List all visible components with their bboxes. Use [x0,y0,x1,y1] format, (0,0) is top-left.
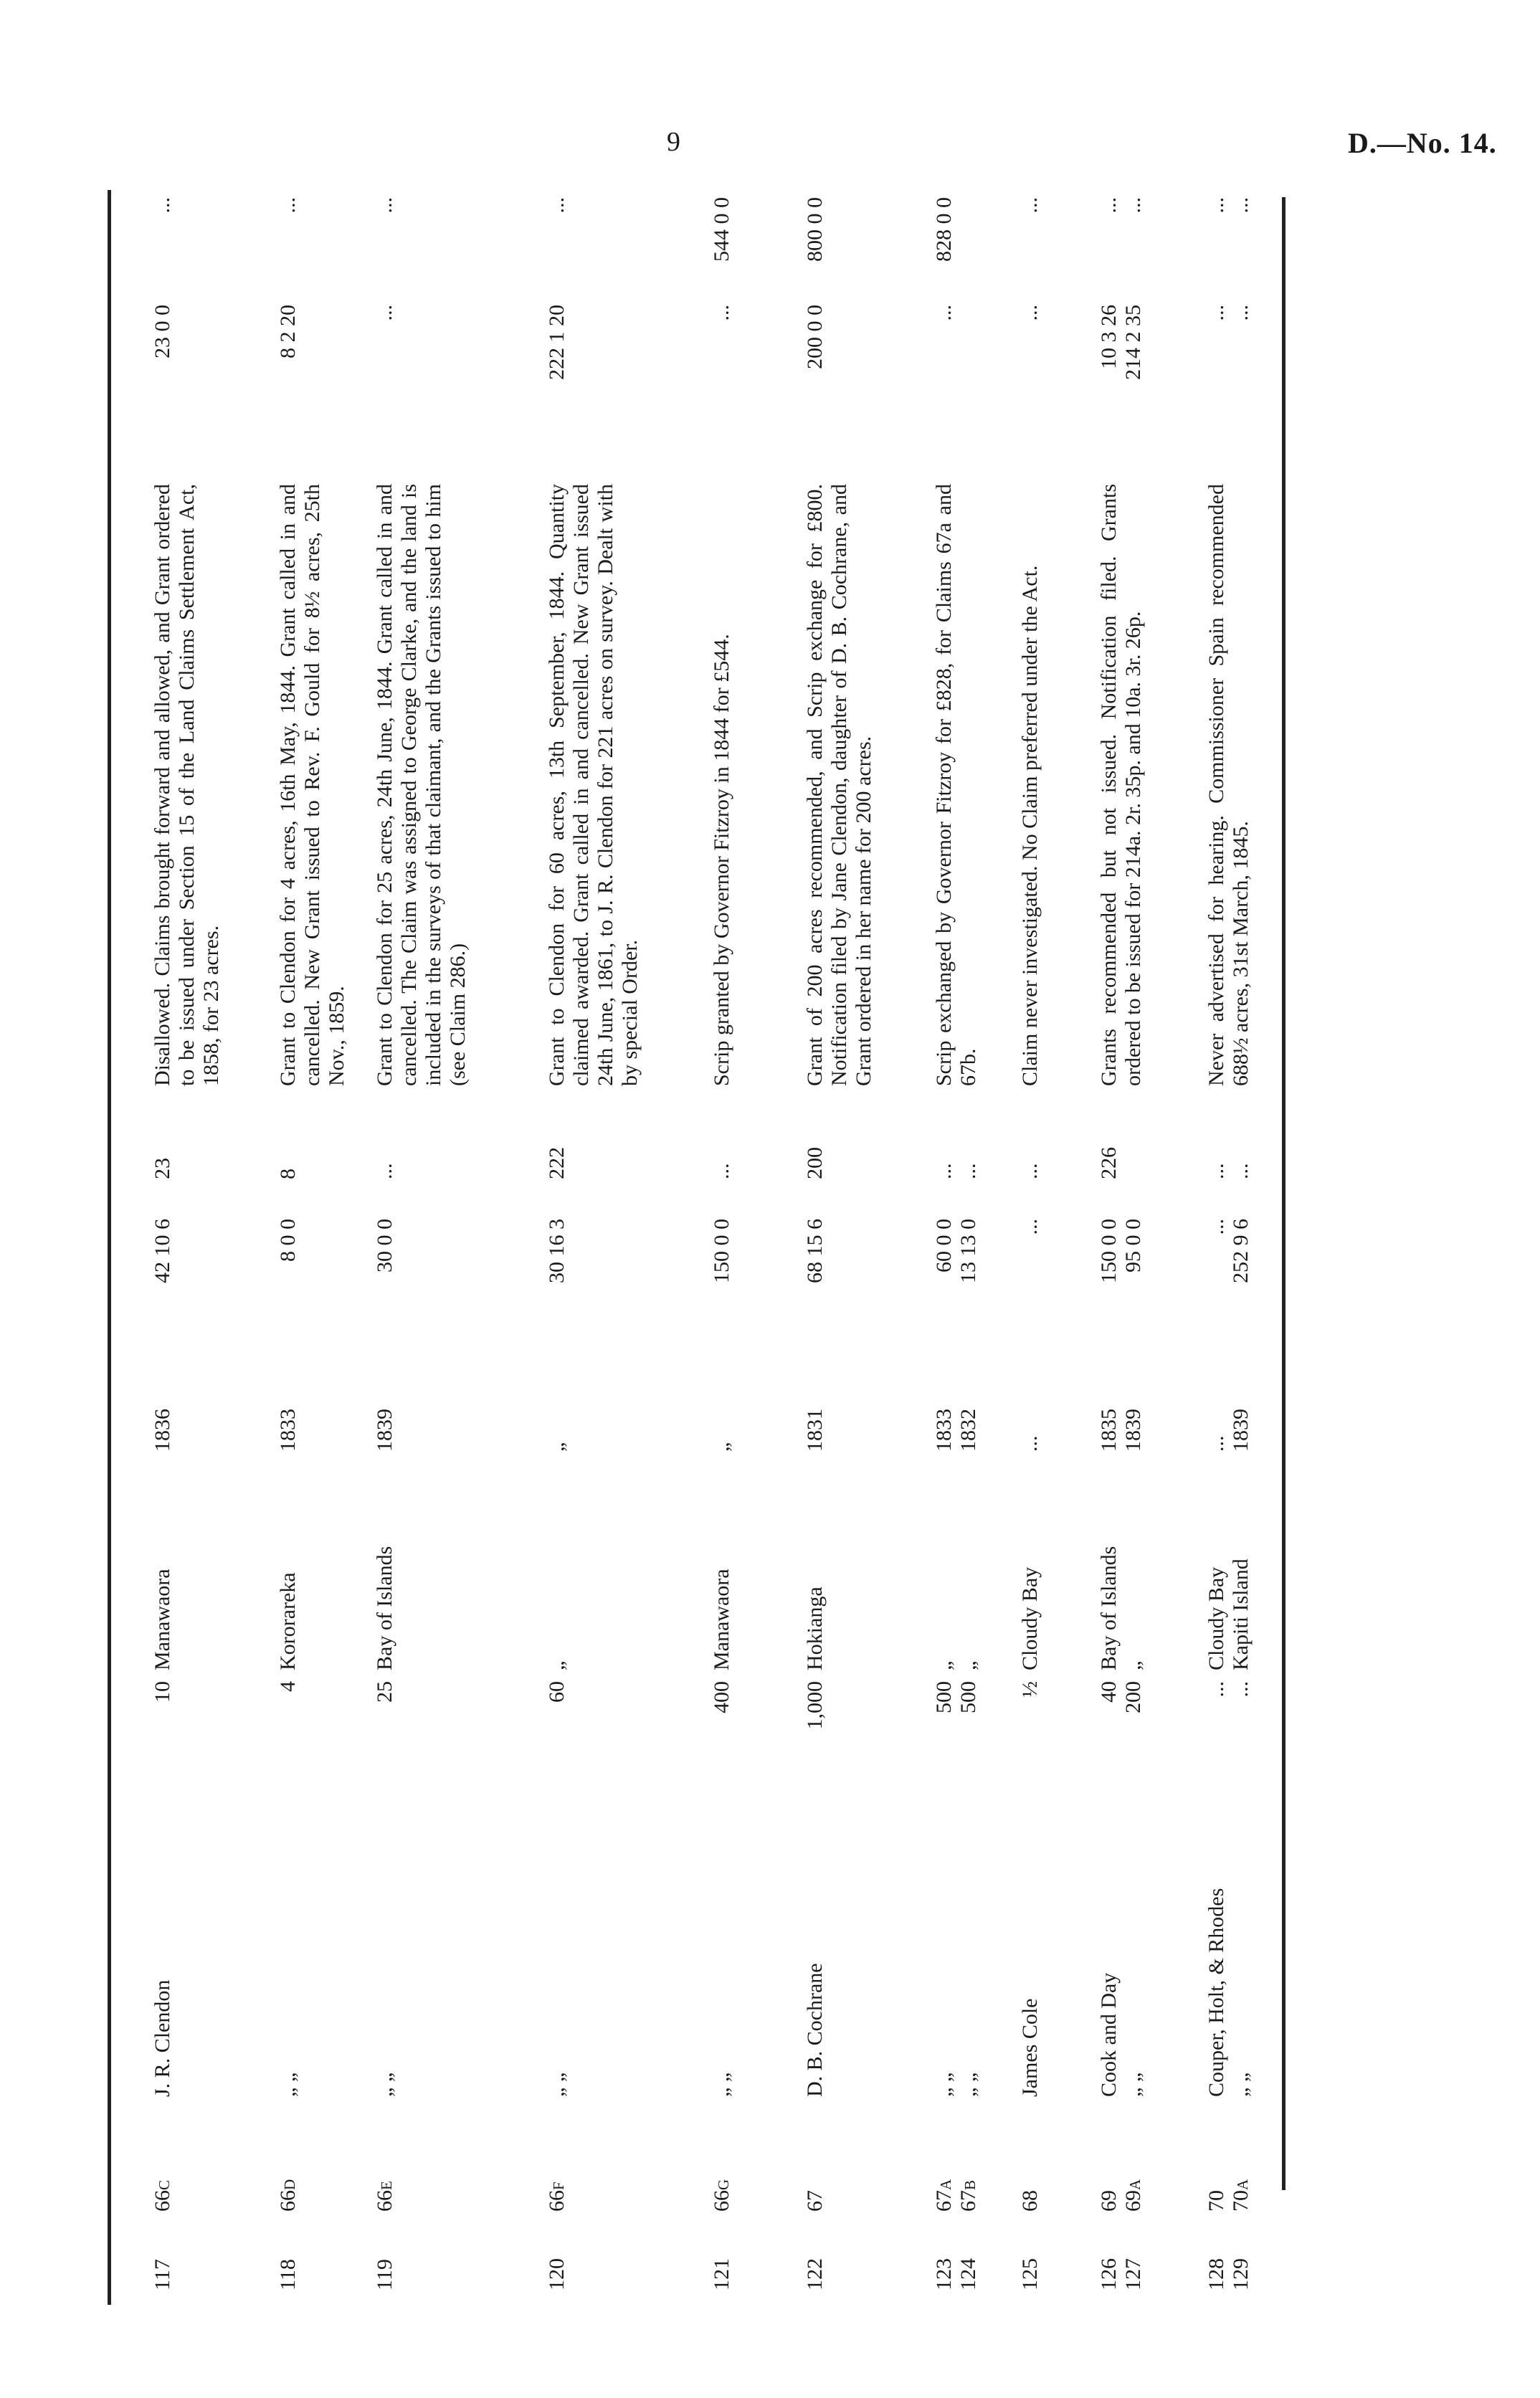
cell-acres: 500 500 [932,1681,980,1713]
cell-claim: 70 70a [1204,2179,1253,2212]
document-reference: D.—No. 14. [1348,127,1497,159]
cell-place: Bay of Islands „ [1097,1546,1145,1670]
cell-scrip: ... [1018,197,1042,214]
claims-table [108,190,1291,2305]
cell-recommended: 23 [151,1158,174,1179]
cell-claim: 66d [276,2179,300,2212]
cell-remarks: Grant of 200 acres recommended, and Scrip exchange for £800. Notification filed by Jane Clendon, daughter of D. B. Cochrane, and Grant ordered in her name for 200 acres. [803,484,875,1086]
cell-recommended: 226 [1097,1147,1121,1179]
cell-acres: 25 [373,1681,396,1703]
cell-amount: 150 0 0 [710,1219,733,1283]
cell-amount: 8 0 0 [276,1219,300,1262]
cell-place: „ [545,1660,569,1670]
cell-recommended: 222 [545,1147,569,1179]
cell-name: „ „ [373,2072,396,2097]
cell-name: Couper, Holt, & Rhodes „ „ [1204,1888,1253,2097]
cell-no: 120 [545,2258,569,2290]
cell-name: „ „ [710,2072,733,2097]
cell-claim: 66f [545,2181,569,2212]
cell-amount: ... [1018,1219,1042,1235]
cell-name: J. R. Clendon [151,1979,174,2097]
cell-place: Bay of Islands [373,1546,396,1670]
cell-no: 119 [373,2259,396,2290]
cell-recommended: 200 [803,1147,827,1179]
cell-amount: 30 16 3 [545,1219,569,1283]
cell-remarks: Scrip exchanged by Governor Fitzroy for £828, for Claims 67a and 67b. [932,484,980,1086]
cell-granted: ... [373,305,396,321]
cell-remarks: Disallowed. Claims brought forward and allowed, and Grant ordered to be issued under Section 15 of the Land Claims Settlement Act, 1858, for 23 acres. [151,484,223,1086]
cell-place: Kororareka [276,1572,300,1670]
cell-no: 126 127 [1097,2258,1145,2290]
cell-place: „ „ [932,1660,980,1670]
cell-name: Cook and Day „ „ [1097,1972,1145,2097]
cell-year: 1835 1839 [1097,1409,1145,1452]
cell-acres: 1,000 [803,1681,827,1730]
cell-amount: 60 0 0 13 13 0 [932,1219,980,1283]
cell-no: 125 [1018,2258,1042,2290]
cell-recommended: ... [1018,1163,1042,1179]
cell-granted: ... [932,305,956,321]
table-top-rule [108,190,111,2305]
cell-scrip: ... [545,197,569,214]
cell-acres: ½ [1018,1681,1042,1698]
cell-scrip: ... ... [1097,197,1145,214]
cell-granted: 23 0 0 [151,305,174,358]
cell-place: Manawaora [710,1569,733,1670]
page-number: 9 [667,127,680,157]
cell-recommended: 8 [276,1169,300,1179]
cell-year: 1833 [276,1409,300,1452]
cell-name: „ „ [276,2072,300,2097]
cell-name: „ „ „ „ [932,2072,980,2097]
cell-acres: 40 200 [1097,1681,1145,1713]
cell-no: 121 [710,2258,733,2290]
cell-year: 1831 [803,1409,827,1452]
cell-acres: 60 [545,1681,569,1703]
cell-recommended: ... ... [932,1163,980,1179]
cell-acres: 10 [151,1681,174,1703]
cell-name: James Cole [1018,1998,1042,2097]
cell-place: Cloudy Bay [1018,1566,1042,1670]
cell-claim: 68 [1018,2190,1042,2212]
cell-acres: 4 [276,1681,300,1692]
cell-scrip: ... [276,197,300,214]
table-bottom-rule [1282,197,1285,2190]
cell-recommended: ... ... [1204,1163,1253,1179]
cell-remarks: Grants recommended but not issued. Notification filed. Grants ordered to be issued for 214a. 2r. 35p. and 10a. 3r. 26p. [1097,484,1145,1086]
cell-place: Manawaora [151,1569,174,1670]
cell-scrip: ... ... [1204,197,1253,214]
cell-scrip: 828 0 0 [932,197,956,262]
cell-scrip: 544 0 0 [710,197,733,262]
cell-no: 123 124 [932,2258,980,2290]
cell-claim: 66g [710,2179,733,2212]
cell-claim: 67 [803,2190,827,2212]
cell-remarks: Never advertised for hearing. Commissioner Spain recommended 688½ acres, 31st March, 1845. [1204,484,1253,1086]
cell-recommended: ... [373,1163,396,1179]
cell-amount: 68 15 6 [803,1219,827,1283]
cell-year: ... [1018,1435,1042,1452]
cell-recommended: ... [710,1163,733,1179]
cell-amount: ... 252 9 6 [1204,1219,1253,1283]
cell-remarks: Grant to Clendon for 4 acres, 16th May, 1844. Grant called in and cancelled. New Grant issued to Rev. F. Gould for 8½ acres, 25th Nov., 1859. [276,484,348,1086]
cell-no: 122 [803,2258,827,2290]
cell-place: Hokianga [803,1586,827,1670]
cell-granted: 200 0 0 [803,305,827,369]
cell-acres: 400 [710,1681,733,1713]
cell-claim: 67a 67b [932,2179,980,2212]
cell-name: „ „ [545,2072,569,2097]
cell-remarks: Claim never investigated. No Claim preferred under the Act. [1018,565,1042,1086]
cell-granted: ... [1018,305,1042,321]
cell-claim: 66c [151,2179,174,2212]
cell-amount: 150 0 0 95 0 0 [1097,1219,1145,1283]
cell-name: D. B. Cochrane [803,1963,827,2097]
cell-year: „ [710,1442,733,1452]
cell-scrip: 800 0 0 [803,197,827,262]
cell-amount: 30 0 0 [373,1219,396,1272]
cell-no: 128 129 [1204,2258,1253,2290]
cell-no: 117 [151,2259,174,2290]
cell-remarks: Grant to Clendon for 25 acres, 24th June, 1844. Grant called in and cancelled. The Claim was assigned to George Clarke, and the land is included in the surveys of that claimant, and the Grants issued to him (see Claim 286.) [373,484,470,1086]
cell-remarks: Scrip granted by Governor Fitzroy in 1844 for £544. [710,634,733,1086]
cell-amount: 42 10 6 [151,1219,174,1283]
cell-year: ... 1839 [1204,1409,1253,1452]
cell-granted: ... ... [1204,305,1253,321]
cell-remarks: Grant to Clendon for 60 acres, 13th September, 1844. Quantity claimed awarded. Grant called in and cancelled. New Grant issued 24th June, 1861, to J. R. Clendon for 221 acres on survey. Dealt with by special Order. [545,484,642,1086]
cell-no: 118 [276,2259,300,2290]
cell-year: 1833 1832 [932,1409,980,1452]
cell-year: 1836 [151,1409,174,1452]
cell-scrip: ... [151,197,174,214]
cell-scrip: ... [373,197,396,214]
cell-year: „ [545,1442,569,1452]
cell-year: 1839 [373,1409,396,1452]
cell-granted: ... [710,305,733,321]
cell-granted: 8 2 20 [276,305,300,358]
cell-claim: 66e [373,2181,396,2212]
cell-granted: 10 3 26 214 2 35 [1097,305,1145,380]
cell-place: Cloudy Bay Kapiti Island [1204,1559,1253,1670]
cell-acres: ... ... [1204,1681,1253,1698]
cell-claim: 69 69a [1097,2179,1145,2212]
cell-granted: 222 1 20 [545,305,569,380]
